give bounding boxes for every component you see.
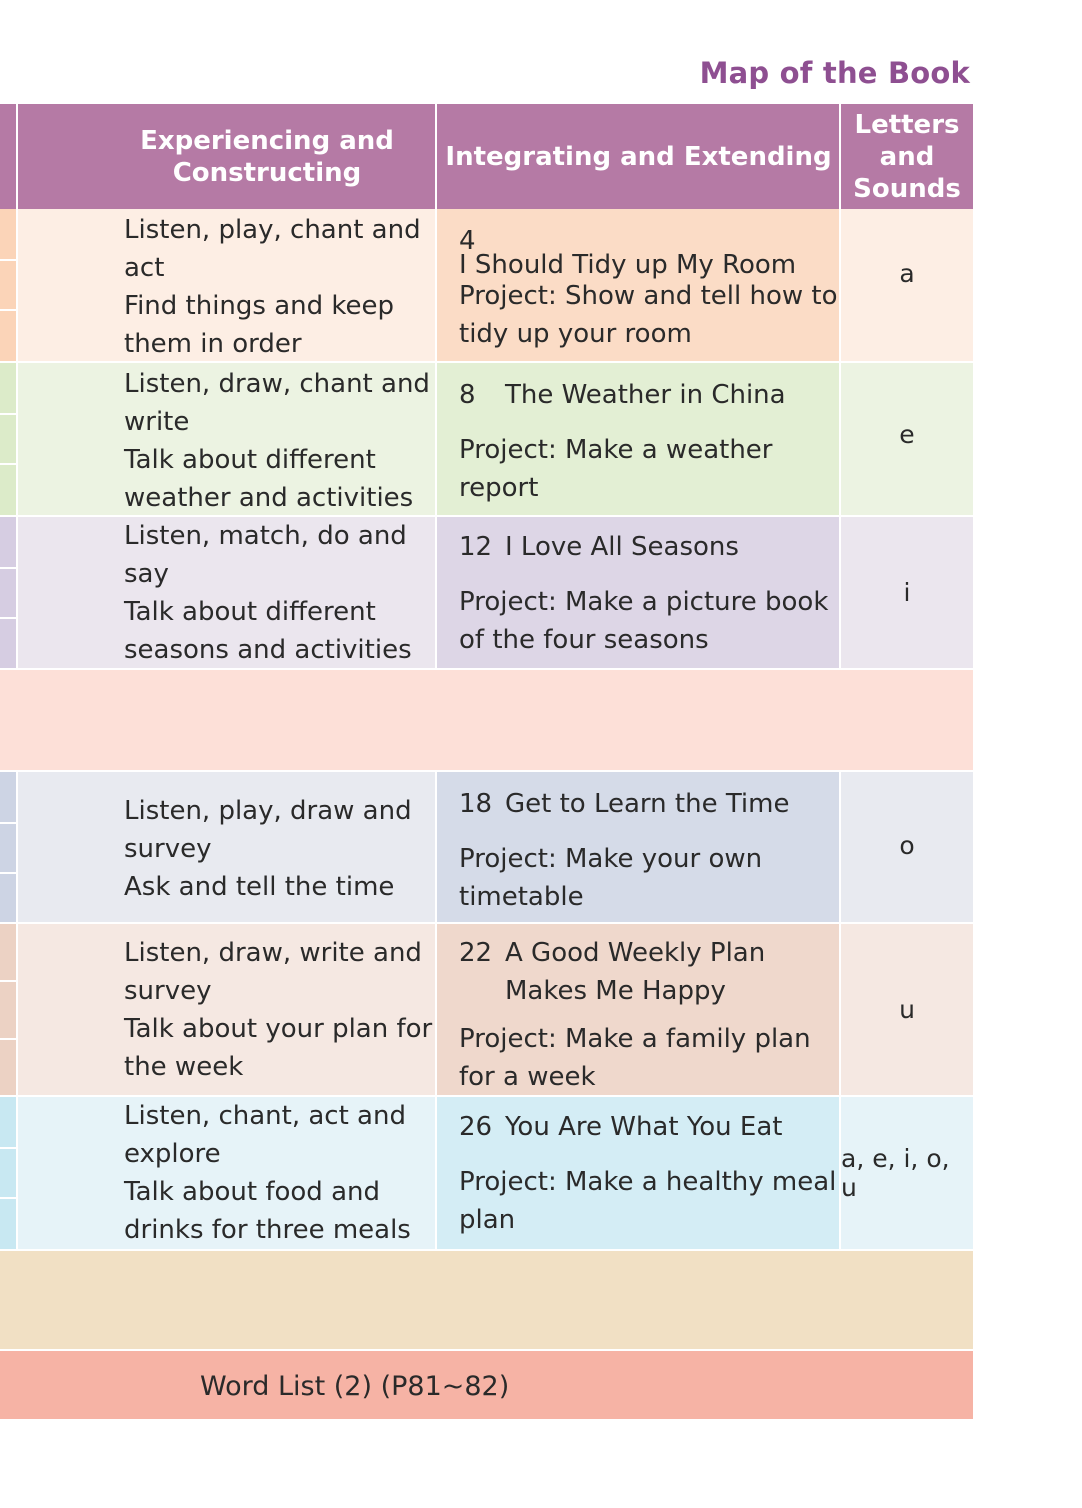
unit-number: 18 [459,789,493,819]
experiencing-cell [18,924,436,1095]
letter-cell [841,924,973,1095]
project-text: Project: Make a healthy meal plan [459,1167,837,1235]
row-edge [0,772,16,922]
experiencing-cell [18,363,436,515]
table-row [0,209,973,361]
row-edge [0,1097,16,1249]
letter-value: e [899,419,915,449]
experiencing-text: Listen, play, chant and act Find things and keep them in order [124,215,421,359]
project-text: Project: Show and tell how to tidy up your room [459,281,838,349]
unit-number: 22 [459,938,493,968]
table-row [0,924,973,1095]
experiencing-cell [18,1097,436,1249]
row-edge [0,924,16,1095]
letter-value: u [899,995,915,1024]
unit-number: 12 [459,532,493,562]
unit-number: 8 [459,380,476,410]
letter-value: a [899,258,915,288]
letter-cell [841,363,973,515]
word-list-row [0,1351,973,1419]
section-spacer [0,1251,973,1349]
letter-value: o [899,830,915,860]
row-edge [0,209,16,361]
integrating-cell [437,1097,840,1249]
unit-heading [459,532,739,562]
header-letters-label: Letters and Sounds [853,109,961,204]
header-experiencing-label: Experiencing and Constructing [140,125,394,188]
unit-heading [459,380,786,410]
letter-cell [841,209,973,361]
row-edge [0,363,16,515]
table-row [0,517,973,668]
letter-cell [841,517,973,668]
table-row [0,772,973,922]
unit-title: I Love All Seasons [505,532,739,562]
unit-title: Get to Learn the Time [505,789,790,819]
experiencing-cell [18,517,436,668]
letter-cell [841,1097,973,1249]
header-integrating [437,104,840,209]
header-experiencing [18,104,436,209]
integrating-cell [437,363,840,515]
section-spacer [0,670,973,770]
project-text: Project: Make a picture book of the four seasons [459,587,829,655]
word-list-link[interactable]: Word List (2) (P81~82) [200,1371,510,1402]
experiencing-text: Listen, draw, chant and write Talk about different weather and activities [124,369,430,513]
unit-heading [459,1112,783,1142]
unit-heading [459,226,840,280]
unit-number: 26 [459,1112,493,1142]
experiencing-text: Listen, match, do and say Talk about different seasons and activities [124,521,412,665]
letter-value: i [903,578,911,607]
experiencing-text: Listen, chant, act and explore Talk about food and drinks for three meals [124,1101,411,1245]
header-integrating-label: Integrating and Extending [445,141,832,172]
unit-heading [459,934,765,1010]
table-row [0,363,973,515]
unit-title: You Are What You Eat [505,1112,783,1142]
integrating-cell [437,209,840,361]
table-row [0,1097,973,1249]
header-letters [841,104,973,209]
integrating-cell [437,924,840,1095]
table-header [0,104,973,209]
unit-number: 4 [459,226,476,256]
letter-value: a, e, i, o, u [841,1144,950,1202]
page-title: Map of the Book [699,56,970,90]
letter-cell [841,772,973,922]
integrating-cell [437,517,840,668]
unit-title: The Weather in China [505,380,786,410]
project-text: Project: Make your own timetable [459,844,763,912]
unit-title: I Should Tidy up My Room [459,250,797,280]
unit-title: A Good Weekly Plan Makes Me Happy [505,938,766,1006]
experiencing-text: Listen, play, draw and survey Ask and tell the time [124,796,412,902]
project-text: Project: Make a family plan for a week [459,1024,811,1092]
experiencing-cell [18,209,436,361]
experiencing-cell [18,772,436,922]
integrating-cell [437,772,840,922]
unit-heading [459,789,790,819]
experiencing-text: Listen, draw, write and survey Talk about your plan for the week [124,938,433,1082]
row-edge [0,517,16,668]
project-text: Project: Make a weather report [459,435,773,503]
